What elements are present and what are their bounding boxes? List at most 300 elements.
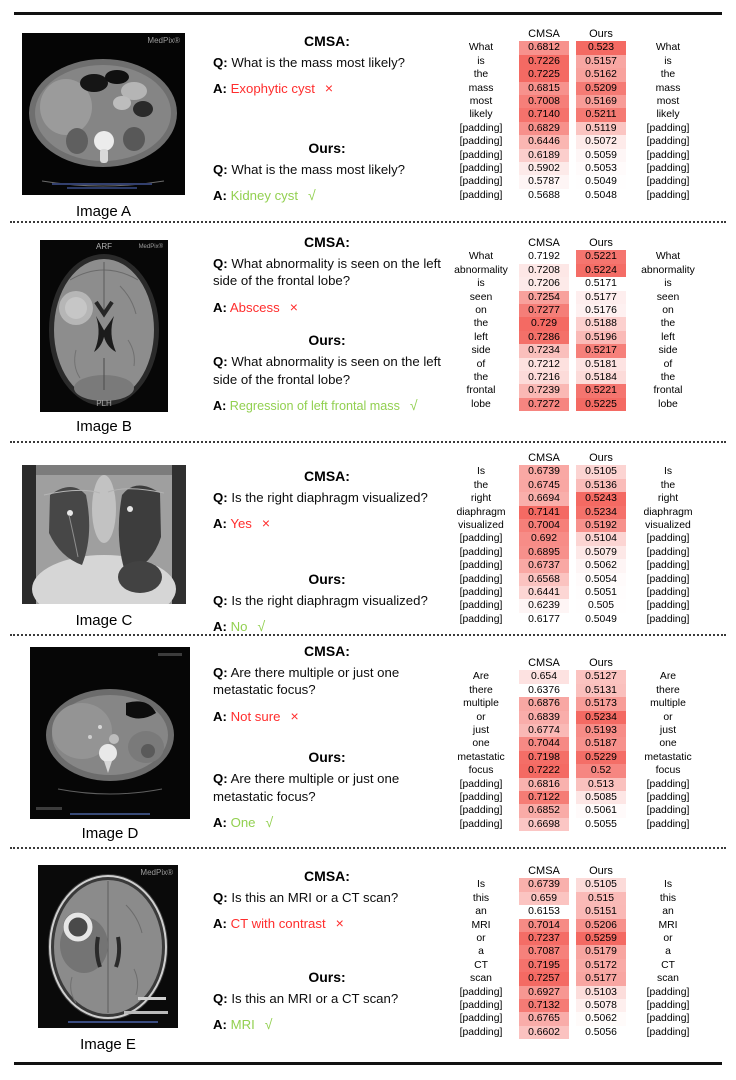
heat-word-label: most [656, 95, 680, 107]
heat-word-label: MRI [471, 919, 491, 931]
heat-value-cell: 0.5221 [576, 250, 626, 263]
cmsa-question [213, 255, 441, 290]
cmsa-answer [213, 79, 441, 97]
heat-word-label: mass [655, 82, 681, 94]
heat-value-cell: 0.5104 [576, 532, 626, 545]
question-text: What abnormality is seen on the left side of the frontal lobe? [213, 354, 441, 387]
answer-text: Not sure [230, 708, 281, 724]
medpix-watermark: MedPix® [147, 36, 180, 45]
column-gap [569, 892, 576, 905]
heat-value-cell: 0.5688 [519, 189, 569, 202]
heat-word-label: [padding] [459, 162, 503, 174]
heat-word-label: likely [656, 109, 680, 121]
column-gap [569, 264, 576, 277]
heat-corner [626, 657, 710, 670]
answer-text: MRI [230, 1017, 255, 1033]
heat-value-cell: 0.6698 [519, 818, 569, 831]
heat-value-cell: 0.515 [576, 892, 626, 905]
heat-value-cell: 0.6189 [519, 149, 569, 162]
heat-word-label: [padding] [646, 999, 690, 1011]
column-gap [569, 519, 576, 532]
column-gap [569, 724, 576, 737]
heat-value-cell: 0.5234 [576, 711, 626, 724]
heat-value-cell: 0.5059 [576, 149, 626, 162]
heat-value-cell: 0.5105 [576, 465, 626, 478]
q-label: Q: [213, 161, 228, 177]
ours-question [213, 770, 441, 805]
cmsa-heading: CMSA: [304, 868, 350, 884]
answer-text: Kidney cyst [230, 188, 299, 204]
column-gap [569, 670, 576, 683]
heat-word-label: [padding] [459, 122, 503, 134]
spacer [213, 733, 441, 749]
heat-word-label: CT [474, 959, 488, 971]
heat-value-cell: 0.5187 [576, 737, 626, 750]
heat-word-label: [padding] [459, 149, 503, 161]
wrong-mark-icon: × [335, 915, 344, 932]
heat-word-label: metastatic [457, 751, 505, 763]
heat-word-label: [padding] [646, 613, 690, 625]
heat-word-label: [padding] [646, 791, 690, 803]
heat-word-label: [padding] [459, 533, 503, 545]
q-label: Q: [213, 890, 228, 905]
heat-word-label: [padding] [646, 176, 690, 188]
heat-value-cell: 0.7216 [519, 371, 569, 384]
spacer [213, 541, 441, 571]
image-caption: Image B [76, 418, 132, 435]
heat-word-label: [padding] [646, 162, 690, 174]
heat-col-header: CMSA [528, 657, 560, 669]
medical-image-frame [22, 465, 186, 604]
q-label: Q: [213, 771, 228, 787]
heat-value-cell: 0.5105 [576, 878, 626, 891]
column-gap [569, 999, 576, 1012]
heat-value-cell: 0.5049 [576, 175, 626, 188]
heat-value-cell: 0.5188 [576, 317, 626, 330]
cmsa-answer [213, 514, 441, 532]
heat-corner [443, 865, 519, 878]
heat-col-header: Ours [589, 657, 613, 669]
heat-value-cell: 0.729 [519, 317, 569, 330]
heat-word-label: visualized [458, 519, 504, 531]
heat-value-cell: 0.6446 [519, 135, 569, 148]
mri-brain-image-b [40, 240, 168, 412]
heat-word-label: of [663, 358, 673, 370]
q-label: Q: [213, 990, 228, 1006]
heat-value-cell: 0.5224 [576, 264, 626, 277]
ours-heading: Ours: [308, 139, 346, 156]
column-gap [569, 764, 576, 777]
correct-mark-icon: √ [409, 397, 418, 414]
column-gap [569, 175, 576, 188]
heat-value-cell: 0.5072 [576, 135, 626, 148]
heat-col-header: Ours [589, 28, 613, 40]
column-gap [569, 586, 576, 599]
cmsa-heading: CMSA: [304, 33, 350, 49]
heat-word-label: metastatic [644, 751, 692, 763]
heat-value-cell: 0.52 [576, 764, 626, 777]
ours-heading: Ours: [308, 570, 346, 587]
column-gap [569, 613, 576, 626]
heat-word-label: the [473, 371, 489, 383]
heat-value-cell: 0.7195 [519, 959, 569, 972]
heat-value-cell: 0.7254 [519, 291, 569, 304]
heat-value-cell: 0.7225 [519, 68, 569, 81]
column-gap [569, 452, 576, 465]
answer-text: No [230, 619, 248, 635]
a-label: A: [213, 399, 227, 414]
cmsa-answer [213, 298, 441, 316]
heat-value-cell: 0.5193 [576, 724, 626, 737]
ours-question [213, 353, 441, 388]
heat-word-label: [padding] [646, 1013, 690, 1025]
heat-value-cell: 0.6745 [519, 479, 569, 492]
a-label: A: [213, 81, 227, 97]
heat-word-label: Are [472, 671, 490, 683]
heat-word-label: lobe [658, 398, 678, 410]
column-gap [569, 986, 576, 999]
ours-heading: Ours: [308, 749, 346, 766]
heat-value-cell: 0.654 [519, 670, 569, 683]
heat-word-label: [padding] [646, 805, 690, 817]
heat-word-label: is [664, 278, 672, 290]
heat-value-cell: 0.7212 [519, 358, 569, 371]
column-gap [569, 778, 576, 791]
heat-word-label: What [468, 42, 494, 54]
heat-word-label: [padding] [646, 546, 690, 558]
heat-value-cell: 0.5103 [576, 986, 626, 999]
column-gap [569, 162, 576, 175]
column-gap [569, 398, 576, 411]
heat-word-label: is [664, 55, 672, 67]
heat-word-label: the [660, 318, 676, 330]
heat-value-cell: 0.5229 [576, 751, 626, 764]
heat-value-cell: 0.7087 [519, 945, 569, 958]
column-gap [569, 711, 576, 724]
heat-value-cell: 0.5221 [576, 384, 626, 397]
column-gap [569, 972, 576, 985]
heat-value-cell: 0.5192 [576, 519, 626, 532]
heat-corner [443, 28, 519, 41]
column-gap [569, 791, 576, 804]
heat-value-cell: 0.7141 [519, 506, 569, 519]
heat-word-label: on [475, 304, 487, 316]
heat-value-cell: 0.7277 [519, 304, 569, 317]
heat-word-label: MRI [658, 919, 678, 931]
heat-corner [443, 657, 519, 670]
column-gap [569, 506, 576, 519]
correct-mark-icon: √ [308, 187, 316, 204]
heat-word-label: a [478, 946, 484, 958]
column-gap [569, 82, 576, 95]
heat-value-cell: 0.7257 [519, 972, 569, 985]
heat-corner [626, 28, 710, 41]
correct-mark-icon: √ [265, 814, 274, 831]
heat-value-cell: 0.6376 [519, 684, 569, 697]
panel-image-c [0, 442, 736, 635]
heat-value-cell: 0.5209 [576, 82, 626, 95]
mri-brain-image-e [38, 865, 178, 1028]
heat-value-cell: 0.7234 [519, 344, 569, 357]
heat-col-header: CMSA [528, 865, 560, 877]
column-gap [569, 465, 576, 478]
heat-word-label: abnormality [641, 264, 695, 276]
question-text: Are there multiple or just one metastatic focus? [213, 665, 400, 698]
heat-value-cell: 0.7044 [519, 737, 569, 750]
wrong-mark-icon: × [289, 298, 298, 315]
heat-word-label: visualized [645, 519, 691, 531]
heat-word-label: the [473, 479, 489, 491]
heat-value-cell: 0.505 [576, 599, 626, 612]
column-gap [569, 919, 576, 932]
heat-value-cell: 0.7208 [519, 264, 569, 277]
heat-word-label: or [476, 711, 486, 723]
heat-word-label: or [663, 711, 673, 723]
image-caption: Image A [75, 203, 132, 220]
heat-value-cell: 0.5119 [576, 122, 626, 135]
ours-question [213, 990, 441, 1007]
heat-word-label: [padding] [646, 122, 690, 134]
heat-word-label: [padding] [459, 600, 503, 612]
heat-col-header: Ours [589, 452, 613, 464]
column-gap [569, 149, 576, 162]
heat-word-label: Is [663, 879, 673, 891]
medpix-watermark: MedPix® [138, 244, 163, 250]
heat-col-header: Ours [589, 865, 613, 877]
heat-word-label: [padding] [459, 778, 503, 790]
heat-word-label: [padding] [459, 586, 503, 598]
heat-word-label: [padding] [646, 600, 690, 612]
heat-value-cell: 0.6602 [519, 1026, 569, 1039]
xray-chest-image-c [22, 465, 186, 604]
heat-value-cell: 0.6239 [519, 599, 569, 612]
heat-value-cell: 0.5176 [576, 304, 626, 317]
heat-word-label: [padding] [646, 986, 690, 998]
column-gap [569, 751, 576, 764]
heat-value-cell: 0.5127 [576, 670, 626, 683]
image-caption: Image D [81, 825, 139, 842]
heat-value-cell: 0.513 [576, 778, 626, 791]
heat-value-cell: 0.5177 [576, 972, 626, 985]
heat-word-label: [padding] [459, 805, 503, 817]
heat-word-label: [padding] [646, 560, 690, 572]
heat-word-label: [padding] [459, 818, 503, 830]
heat-value-cell: 0.5225 [576, 398, 626, 411]
heat-value-cell: 0.7222 [519, 764, 569, 777]
a-label: A: [213, 516, 227, 532]
heat-word-label: [padding] [459, 573, 503, 585]
heat-word-label: lobe [471, 398, 491, 410]
heat-word-label: [padding] [459, 189, 503, 201]
column-gap [569, 41, 576, 54]
image-caption: Image E [80, 1036, 136, 1053]
column-gap [569, 697, 576, 710]
heat-col-header: CMSA [528, 452, 560, 464]
heat-word-label: one [659, 738, 677, 750]
heat-value-cell: 0.5085 [576, 791, 626, 804]
heat-value-cell: 0.5171 [576, 277, 626, 290]
heat-word-label: there [469, 684, 493, 696]
heat-word-label: most [469, 95, 493, 107]
heat-value-cell: 0.5053 [576, 162, 626, 175]
heat-value-cell: 0.5196 [576, 331, 626, 344]
column-gap [569, 737, 576, 750]
ours-heading: Ours: [308, 332, 346, 349]
heat-value-cell: 0.6839 [519, 711, 569, 724]
a-label: A: [213, 188, 227, 204]
heat-value-cell: 0.5173 [576, 697, 626, 710]
column-gap [569, 573, 576, 586]
ours-question [213, 592, 441, 609]
panel-image-e [0, 848, 736, 1064]
heat-value-cell: 0.6177 [519, 613, 569, 626]
heat-value-cell: 0.6153 [519, 905, 569, 918]
wrong-mark-icon: × [261, 515, 271, 532]
panel-image-d [0, 635, 736, 848]
heat-value-cell: 0.5179 [576, 945, 626, 958]
heat-word-label: seen [656, 291, 680, 303]
medical-image-frame [38, 865, 178, 1028]
heat-value-cell: 0.5055 [576, 818, 626, 831]
heat-word-label: scan [657, 973, 679, 985]
heat-value-cell: 0.7239 [519, 384, 569, 397]
medical-image-frame [30, 647, 190, 819]
heat-value-cell: 0.7272 [519, 398, 569, 411]
ours-answer [213, 813, 441, 831]
heat-word-label: [padding] [459, 613, 503, 625]
heat-corner [626, 865, 710, 878]
heat-value-cell: 0.6852 [519, 804, 569, 817]
heat-value-cell: 0.5056 [576, 1026, 626, 1039]
column-gap [569, 135, 576, 148]
heat-value-cell: 0.5181 [576, 358, 626, 371]
column-gap [569, 55, 576, 68]
attention-heatmap [443, 237, 710, 411]
heat-word-label: one [472, 738, 490, 750]
column-gap [569, 1026, 576, 1039]
spacer [213, 106, 441, 140]
column-gap [569, 818, 576, 831]
cmsa-answer [213, 707, 441, 725]
heat-word-label: [padding] [646, 136, 690, 148]
wrong-mark-icon: × [290, 707, 299, 724]
heat-word-label: seen [469, 291, 493, 303]
heat-value-cell: 0.6737 [519, 559, 569, 572]
heat-word-label: an [475, 906, 487, 918]
heat-word-label: CT [661, 959, 675, 971]
heat-word-label: [padding] [646, 818, 690, 830]
column-gap [569, 804, 576, 817]
column-gap [569, 959, 576, 972]
column-gap [569, 559, 576, 572]
heat-word-label: the [660, 479, 676, 491]
heat-value-cell: 0.5206 [576, 919, 626, 932]
heat-value-cell: 0.5234 [576, 506, 626, 519]
heat-value-cell: 0.6829 [519, 122, 569, 135]
a-label: A: [213, 299, 227, 315]
heat-value-cell: 0.6568 [519, 573, 569, 586]
wrong-mark-icon: × [324, 80, 334, 97]
heat-col-header: CMSA [528, 28, 560, 40]
heat-word-label: What [655, 42, 681, 54]
heat-value-cell: 0.7206 [519, 277, 569, 290]
heat-word-label: is [477, 55, 485, 67]
heat-word-label: scan [470, 973, 492, 985]
heat-value-cell: 0.7226 [519, 55, 569, 68]
column-gap [569, 344, 576, 357]
heat-value-cell: 0.6812 [519, 41, 569, 54]
qa-column [213, 442, 441, 644]
heat-word-label: likely [469, 109, 493, 121]
heat-value-cell: 0.7004 [519, 519, 569, 532]
heat-value-cell: 0.5062 [576, 559, 626, 572]
heat-value-cell: 0.5169 [576, 95, 626, 108]
heat-word-label: there [656, 684, 680, 696]
heat-value-cell: 0.5259 [576, 932, 626, 945]
column-gap [569, 122, 576, 135]
cmsa-answer [213, 914, 441, 932]
heat-word-label: [padding] [646, 778, 690, 790]
heat-value-cell: 0.5211 [576, 108, 626, 121]
ours-answer [213, 1015, 441, 1033]
column-gap [569, 684, 576, 697]
question-text: What is the mass most likely? [231, 161, 406, 177]
heat-word-label: [padding] [646, 189, 690, 201]
column-gap [569, 657, 576, 670]
heat-value-cell: 0.7286 [519, 331, 569, 344]
spacer [213, 324, 441, 332]
heat-corner [443, 452, 519, 465]
question-text: Are there multiple or just one metastatic focus? [213, 771, 400, 804]
heat-word-label: right [470, 493, 492, 505]
heat-value-cell: 0.5217 [576, 344, 626, 357]
column-gap [569, 878, 576, 891]
heat-word-label: multiple [650, 698, 686, 710]
heat-corner [626, 452, 710, 465]
panel-image-b [0, 222, 736, 442]
heat-value-cell: 0.692 [519, 532, 569, 545]
heat-value-cell: 0.7132 [519, 999, 569, 1012]
q-label: Q: [213, 490, 228, 505]
heat-value-cell: 0.659 [519, 892, 569, 905]
attention-heatmap [443, 657, 710, 831]
heat-value-cell: 0.7008 [519, 95, 569, 108]
column-gap [569, 384, 576, 397]
heat-word-label: frontal [466, 385, 496, 397]
heat-word-label: multiple [463, 698, 499, 710]
heat-col-header: Ours [589, 237, 613, 249]
cmsa-question [213, 54, 441, 71]
answer-text: Regression of left frontal mass [229, 399, 400, 414]
image-caption: Image C [75, 612, 133, 629]
heat-value-cell: 0.6895 [519, 546, 569, 559]
attention-heatmap [443, 28, 710, 202]
heat-word-label: focus [655, 765, 681, 777]
heat-value-cell: 0.7122 [519, 791, 569, 804]
column-gap [569, 317, 576, 330]
heat-word-label: side [658, 345, 678, 357]
qa-column [213, 222, 441, 423]
q-label: Q: [213, 354, 228, 370]
heat-word-label: the [473, 69, 489, 81]
column-gap [569, 492, 576, 505]
heat-corner [626, 237, 710, 250]
heat-word-label: the [660, 371, 676, 383]
heat-value-cell: 0.5054 [576, 573, 626, 586]
heat-word-label: side [471, 345, 491, 357]
heat-word-label: just [659, 724, 677, 736]
attention-heatmap [443, 452, 710, 626]
